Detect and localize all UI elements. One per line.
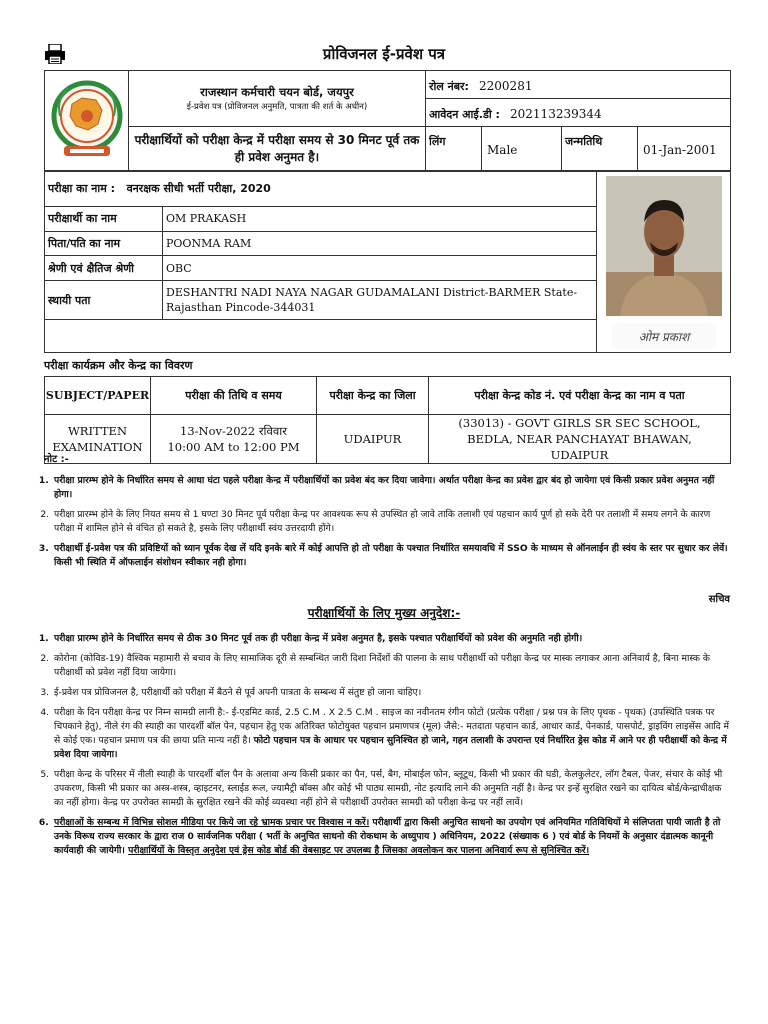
category-value: OBC (163, 256, 597, 281)
application-label: आवेदन आई.डी : (429, 108, 500, 121)
note-label: नोट :- (44, 454, 69, 465)
photo-cell (597, 172, 731, 353)
exam-name-cell (45, 172, 597, 207)
address-label: स्थायी पता (45, 280, 163, 319)
instruction-bold-text: फोटो पहचान पत्र के आधार पर पहचान सुनिश्चित हो जाने, गहन तलाशी के उपरान्त एवं निर्धारित ड्रेस कोड में आने पर ही परीक्षार्थी को केन्द्र में प्रवेश दिया जायेगा। (54, 735, 727, 760)
empty-row (45, 320, 597, 353)
name-label: परीक्षार्थी का नाम (45, 206, 163, 231)
gender-value-cell (482, 127, 562, 171)
instruction-item: 3. ई-प्रवेश पत्र प्रोविजनल है, परीक्षार्थी को परीक्षा में बैठने से पूर्व अपनी पात्रता के सम्बन्ध में संतुष्ट हो जाना चाहिए। (52, 686, 732, 700)
col-header-centre: परीक्षा केन्द्र कोड नं. एवं परीक्षा केन्द्र का नाम व पता (429, 377, 731, 415)
category-label: श्रेणी एवं क्षैतिज श्रेणी (45, 256, 163, 281)
note-item: 2. परीक्षा प्रारम्भ होने के लिए नियत समय से 1 घण्टा 30 मिनट पूर्व परीक्षा केन्द्र पर आवश्यक रूप से उपस्थित हो जावे ताकि तलाशी एवं पहचान कार्य पूर्ण हो सके देरी पर तलाशी में समय लगने के कारण परीक्षा में शामिल होने से वंचित हो सकते है, इसके लिए परीक्षार्थी स्वंय उत्तरदायी होंगे। (52, 508, 732, 536)
notes-list (52, 474, 732, 576)
exam-time: 10:00 AM to 12:00 PM (167, 440, 300, 454)
col-header-subject: SUBJECT/PAPER (45, 377, 151, 415)
centre-value: (33013) - GOVT GIRLS SR SEC SCHOOL, BEDLA, NEAR PANCHAYAT BHAWAN, UDAIPUR (429, 415, 731, 464)
father-label: पिता/पति का नाम (45, 231, 163, 256)
page-title: प्रोविजनल ई-प्रवेश पत्र (322, 45, 446, 63)
exam-schedule-table (44, 376, 731, 464)
instruction-item: 2. कोरोना (कोविड-19) वैश्विक महामारी से बचाव के लिए सामाजिक दूरी से सम्बन्धित जारी दिशा निर्देशों की पालना के साथ परीक्षार्थी को परीक्षा केन्द्र पर मास्क लगाकर आना अनिवार्य है, बिना मास्क के परीक्षार्थी को प्रवेश नहीं दिया जायेगा। (52, 652, 732, 680)
instruction-item (52, 816, 732, 858)
candidate-signature (612, 323, 716, 349)
gender-label-cell (426, 127, 482, 171)
gender-value: Male (487, 143, 518, 157)
instruction-item: 1. परीक्षा प्रारम्भ होने के निर्धारित समय से ठीक 30 मिनट पूर्व तक ही परीक्षा केन्द्र में प्रवेश अनुमत है, इसके पश्चात परीक्षार्थियों को प्रवेश की अनुमति नही होगी। (52, 632, 732, 646)
subject-value: WRITTEN EXAMINATION (45, 415, 151, 464)
col-header-district: परीक्षा केन्द्र का जिला (317, 377, 429, 415)
exam-section-title: परीक्षा कार्यक्रम और केन्द्र का विवरण (44, 359, 193, 372)
logo-cell (45, 71, 129, 171)
note-item: 3. परीक्षार्थी ई-प्रवेश पत्र की प्रविष्टियों को ध्यान पूर्वक देख लें यदि इनके बारे में कोई आपत्ति हो तो परीक्षा के पश्चात निर्धारित समयावधि में SSO के माध्यम से ऑनलाईन ही स्वंय के स्तर पर सुधार कर लेवें। किसी भी स्थिति में ऑफलाईन संशोधन स्वीकार नही होगा। (52, 542, 732, 570)
dob-value-cell (638, 127, 731, 171)
candidate-table (44, 171, 731, 353)
instruction-underlined-text: परीक्षार्थियों के विस्तृत अनुदेश एवं ड्रेस कोड बोर्ड की वेबसाइट पर उपलब्ध है जिसका अवलोकन कर पालना अनिवार्य रूप से सुनिश्चित करें। (128, 845, 590, 856)
address-value: DESHANTRI NADI NAYA NAGAR GUDAMALANI District-BARMER State-Rajasthan Pincode-344031 (163, 280, 597, 319)
roll-cell (426, 71, 731, 99)
instruction-text: परीक्षार्थी द्वारा किसी अनुचित साधनो का उपयोग एवं अनियमित गतिविधियों मे संलिप्तता पायी जाती है तो उनके विरूध राज्य सरकार के द्वारा राज 0 सार्वजनिक परीक्षा ( भर्ती के अनुचित साधनो की रोकथाम के अध्युपाय ) अधिनियम, 2022 (संख्याक 6 ) एवं बोर्ड के नियमों के अनुसार दंडात्मक कानूनी कार्यवाही की जायेगी। (54, 817, 721, 856)
instruction-underlined-text: परीक्षाओं के सम्बन्ध में विभिन्न सोशल मीडिया पर किये जा रहे भ्रामक प्रचार पर विश्वास न करें। (54, 817, 370, 828)
district-value: UDAIPUR (317, 415, 429, 464)
application-cell (426, 99, 731, 127)
instruction-text: परीक्षा के दिन परीक्षा केन्द्र पर निम्न सामग्री लानी है:- ई-एडमिट कार्ड, 2.5 C.M . X 2.5 C.M . साइज का नवीनतम रंगीन फोटो (प्रत्येक परीक्षा / प्रश्न पत्र के लिए पृथक - पृथक) (उपस्थिति पत्रक पर चिपकाने हेतु), नीले रंग की स्याही का पारदर्शी बॉल पेन, पहचान हेतु एक अतिरिक्त फोटोयुक्त पहचान प्रमाणपत्र (मूल) जैसे:- मतदाता पहचान कार्ड, आधार कार्ड, पेनकार्ड, पासपोर्ट, ड्राइविंग लाइसेंस आदि में से कोई एक। पहचान प्रमाण पत्र की छाया प्रति मान्य नहीं है। (54, 707, 730, 746)
roll-label: रोल नंबर: (429, 80, 469, 93)
dob-label: जन्मतिथि (565, 135, 603, 148)
svg-text:ओम प्रकाश: ओम प्रकाश (638, 330, 689, 344)
instruction-item (52, 706, 732, 762)
board-name: राजस्थान कर्मचारी चयन बोर्ड, जयपुर (200, 84, 354, 99)
note-item: 1. परीक्षा प्रारम्भ होने के निर्धारित समय से आधा घंटा पहले परीक्षा केन्द्र में परीक्षार्थियों का प्रवेश बंद कर दिया जावेगा। अर्थात परीक्षा केन्द्र का प्रवेश द्वार बंद हो जायेगा एवं किसी प्रकार प्रवेश अनुमत नहीं होगा। (52, 474, 732, 502)
application-id: 202113239344 (510, 107, 602, 121)
dob-label-cell (562, 127, 638, 171)
candidate-photo (606, 176, 722, 316)
col-header-date: परीक्षा की तिथि व समय (151, 377, 317, 415)
father-name: POONMA RAM (163, 231, 597, 256)
gender-label: लिंग (429, 135, 446, 148)
date-time-cell (151, 415, 317, 464)
board-subtitle: ई-प्रवेश पत्र (प्रोविजनल अनुमति, पात्रता की शर्त के अधीन) (186, 101, 368, 112)
exam-date: 13-Nov-2022 रविवार (180, 424, 287, 438)
header-table (44, 70, 731, 171)
instructions-title: परीक्षार्थियों के लिए मुख्य अनुदेश:- (307, 606, 461, 620)
candidate-name: OM PRAKASH (163, 206, 597, 231)
board-title-cell (129, 71, 426, 127)
notice-cell (129, 127, 426, 171)
dob-value: 01-Jan-2001 (643, 143, 717, 157)
instructions-list (52, 632, 732, 864)
exam-name-label: परीक्षा का नाम : (48, 182, 116, 196)
entry-notice: परीक्षार्थियों को परीक्षा केन्द्र में परीक्षा समय से 30 मिनट पूर्व तक ही प्रवेश अनुमत है। (134, 132, 420, 164)
exam-name-value: वनरक्षक सीधी भर्ती परीक्षा, 2020 (126, 182, 271, 196)
board-logo (50, 76, 124, 162)
secretary-label: सचिव (708, 594, 730, 605)
instruction-item: 5. परीक्षा केन्द्र के परिसर में नीली स्याही के पारदर्शी बॉल पैन के अलावा अन्य किसी प्रकार का पैन, पर्स, बैग, मोबाईल फोन, ब्लूटूथ, किसी भी प्रकार की घडी, केलकुलेटर, लॉग टैबल, पेजर, संचार के कोई भी उपकरण, किसी भी प्रकार का अस्त्र-शस्त्र, व्हाइटनर, स्लाईड रूल, ज्यामैट्री बॉक्स और कोई भी पाठ्य सामग्री, नोट इत्यादि लाने की अनुमति नहीं है। केन्द्र पर इन्हें सुरक्षित रखने का दायित्व बोर्ड/केन्द्राधीक्षक का नहीं होगा। केन्द्र पर उपरोक्त सामग्री के सुरक्षित रखने की कोई व्यवस्था नहीं होने से परीक्षार्थी उपरोक्त सामग्री को परीक्षा केन्द्र पर नहीं लावें। (52, 768, 732, 810)
roll-number: 2200281 (479, 79, 533, 93)
